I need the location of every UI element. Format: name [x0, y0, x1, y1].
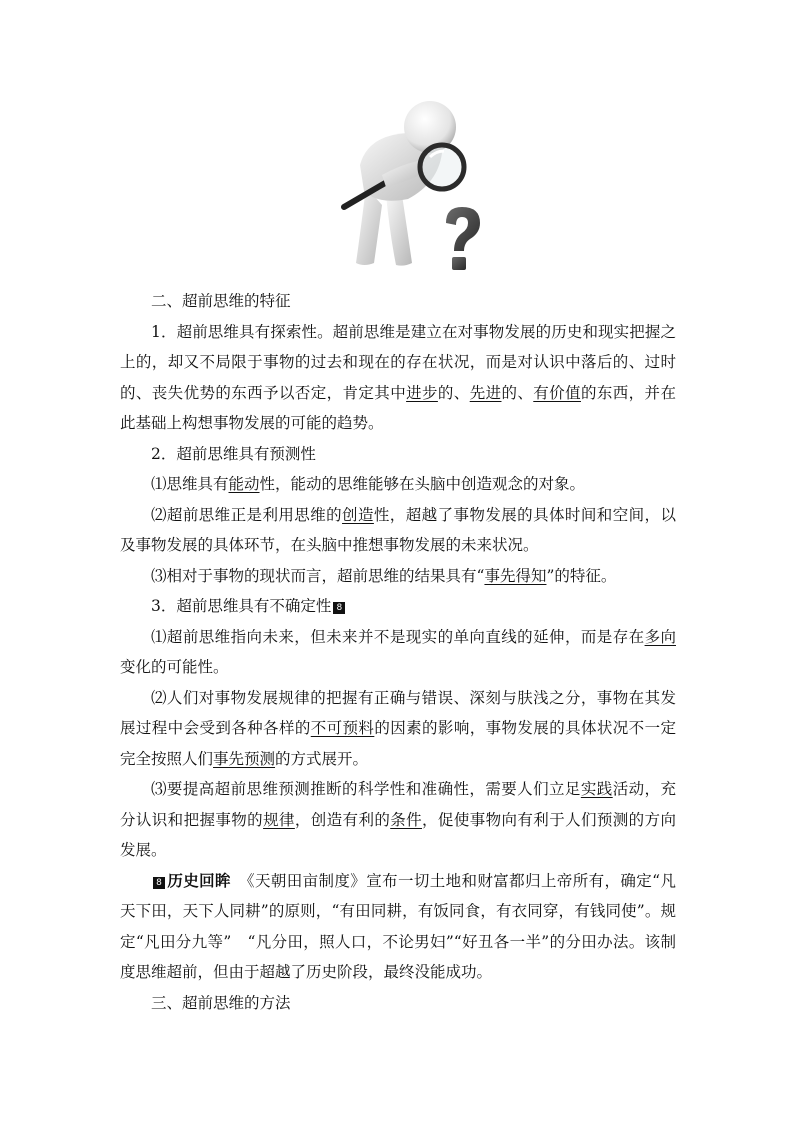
section-heading: 二、超前思维的特征: [151, 292, 291, 310]
paragraph: [120, 317, 676, 439]
underlined-term: 进步: [406, 383, 438, 402]
text-run: ”的特征。: [546, 566, 617, 585]
underlined-term: 有价值: [533, 383, 581, 402]
paragraph: [120, 622, 676, 683]
text-run: ⑵人们对事物发展规律的把握有正确与错误、深刻与肤浅之分，事物在其发展过程中会受到各种各样的: [120, 688, 676, 737]
text-run: 《天朝田亩制度》宣布一切土地和财富都归上帝所有，确定“凡天下田，天下人同耕”的原则，“有田同耕，有饭同食，有衣同穿，有钱同使”。规定“凡田分九等” “凡分田，照人口，不论男妇”“好丑各一半”的分田办法。该制度思维超前，但由于超越了历史阶段，最终没能成功。: [120, 871, 676, 981]
paragraph: [120, 500, 676, 561]
paragraph: [120, 591, 676, 622]
text-run: 性，能动的思维能够在头脑中创造观念的对象。: [259, 475, 586, 493]
underlined-term: 事先预测: [213, 749, 276, 768]
paragraph: [120, 561, 676, 592]
paragraph: 2．超前思维具有预测性: [151, 444, 316, 463]
text-run: 变化的可能性。: [120, 658, 229, 676]
note-marker-icon: 8: [333, 602, 345, 614]
history-note: [120, 866, 676, 988]
paragraph: [120, 683, 676, 775]
underlined-term: 多向: [644, 627, 676, 646]
text-run: 1．超前思维具有探索性。超前思维是建立在对事物发展的历史和现实把握之上的，却又不局限于事物的过去和现在的存在状况，而是对认识中落后的、过时的、丧失优势的东西予以否定，肯定其中: [120, 322, 676, 402]
text-run: 的、: [437, 383, 470, 402]
text-run: ⑴超前思维指向未来，但未来并不是现实的单向直线的延伸，而是存在: [151, 627, 645, 646]
text-run: 性，超越了事物发展的具体时间和空间，以及事物发展的具体环节，在头脑中推想事物发展的未来状况。: [120, 505, 676, 554]
magnifier-person-icon: [338, 95, 486, 280]
text-run: 活动，充分认识和把握事物的: [120, 780, 676, 829]
text-run: ⑴思维具有: [151, 475, 229, 493]
underlined-term: 条件: [390, 810, 423, 829]
note-marker-icon: 8: [153, 877, 165, 889]
underlined-term: 不可预料: [310, 719, 375, 737]
text-run: ，创造有利的: [294, 810, 391, 829]
underlined-term: 能动: [228, 475, 260, 493]
underlined-term: 先进: [469, 383, 502, 402]
text-run: 的因素的影响，事物发展的具体状况不一定完全按照人们: [120, 719, 676, 768]
body-text: [120, 286, 676, 1018]
section-heading: 三、超前思维的方法: [151, 993, 291, 1012]
underlined-term: 实践: [580, 780, 613, 798]
text-run: ⑶要提高超前思维预测推断的科学性和准确性，需要人们立足: [151, 780, 581, 798]
text-run: ⑵超前思维正是利用思维的: [151, 505, 343, 524]
underlined-term: 创造: [342, 505, 374, 524]
paragraph: [120, 774, 676, 866]
text-run: ，促使事物向有利于人们预测的方向发展。: [120, 810, 676, 859]
paragraph: [120, 469, 676, 500]
underlined-term: 事先得知: [484, 566, 547, 585]
text-run: 的方式展开。: [275, 749, 369, 768]
note-label: 历史回眸: [167, 870, 231, 890]
underlined-term: 规律: [263, 810, 295, 829]
text-run: 的东西，并在此基础上构想事物发展的可能的趋势。: [120, 383, 676, 432]
text-run: ⑶相对于事物的现状而言，超前思维的结果具有“: [151, 566, 485, 585]
text-run: 3．超前思维具有不确定性: [151, 597, 332, 615]
text-run: 的、: [501, 383, 534, 402]
